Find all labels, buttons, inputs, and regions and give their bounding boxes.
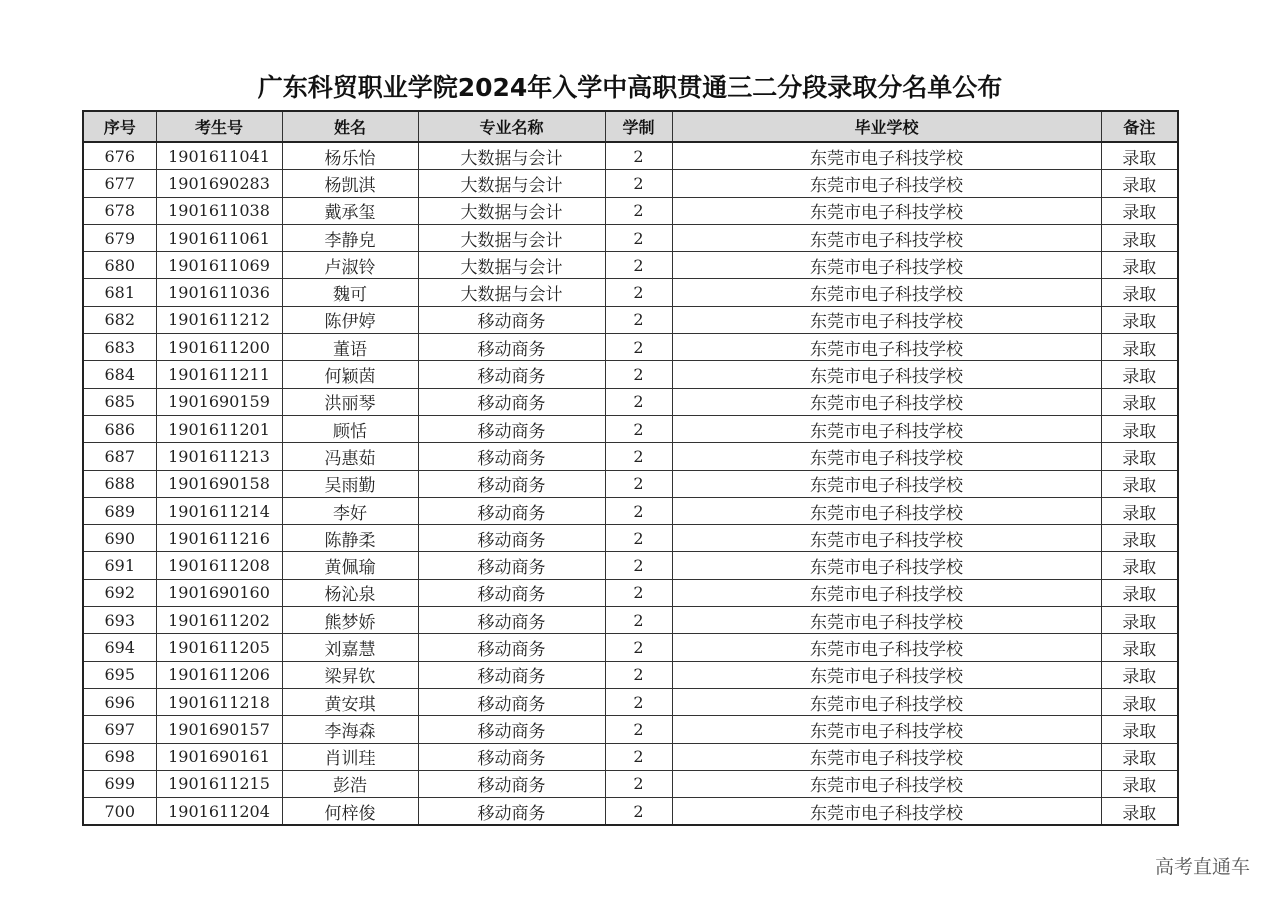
cell-name: 何梓俊 <box>282 798 418 826</box>
cell-index: 677 <box>83 170 156 197</box>
cell-duration: 2 <box>605 688 672 715</box>
header-exam-number: 考生号 <box>156 111 282 142</box>
cell-exam-number: 1901611038 <box>156 197 282 224</box>
table-row <box>83 142 1178 170</box>
cell-duration: 2 <box>605 142 672 170</box>
cell-exam-number: 1901611202 <box>156 607 282 634</box>
cell-school: 东莞市电子科技学校 <box>672 142 1101 170</box>
cell-remark: 录取 <box>1101 798 1178 826</box>
cell-remark: 录取 <box>1101 388 1178 415</box>
table-row <box>83 770 1178 797</box>
table-row <box>83 525 1178 552</box>
cell-exam-number: 1901611213 <box>156 443 282 470</box>
cell-major: 移动商务 <box>418 770 605 797</box>
cell-exam-number: 1901611212 <box>156 306 282 333</box>
cell-name: 杨沁泉 <box>282 579 418 606</box>
cell-school: 东莞市电子科技学校 <box>672 661 1101 688</box>
cell-name: 李静皃 <box>282 224 418 251</box>
cell-index: 695 <box>83 661 156 688</box>
cell-remark: 录取 <box>1101 525 1178 552</box>
cell-exam-number: 1901690161 <box>156 743 282 770</box>
cell-exam-number: 1901611218 <box>156 688 282 715</box>
cell-remark: 录取 <box>1101 415 1178 442</box>
cell-exam-number: 1901611206 <box>156 661 282 688</box>
cell-remark: 录取 <box>1101 142 1178 170</box>
cell-major: 移动商务 <box>418 415 605 442</box>
table-body <box>83 142 1178 825</box>
cell-exam-number: 1901611069 <box>156 252 282 279</box>
header-duration: 学制 <box>605 111 672 142</box>
cell-duration: 2 <box>605 306 672 333</box>
table-row <box>83 497 1178 524</box>
cell-name: 熊梦娇 <box>282 607 418 634</box>
cell-major: 大数据与会计 <box>418 279 605 306</box>
table-row <box>83 197 1178 224</box>
cell-remark: 录取 <box>1101 743 1178 770</box>
table-row <box>83 443 1178 470</box>
cell-name: 洪丽琴 <box>282 388 418 415</box>
cell-duration: 2 <box>605 388 672 415</box>
cell-name: 陈静柔 <box>282 525 418 552</box>
cell-school: 东莞市电子科技学校 <box>672 552 1101 579</box>
cell-major: 移动商务 <box>418 361 605 388</box>
cell-duration: 2 <box>605 497 672 524</box>
cell-name: 杨乐怡 <box>282 142 418 170</box>
cell-name: 彭浩 <box>282 770 418 797</box>
cell-duration: 2 <box>605 279 672 306</box>
cell-index: 687 <box>83 443 156 470</box>
cell-major: 移动商务 <box>418 798 605 826</box>
cell-duration: 2 <box>605 224 672 251</box>
cell-school: 东莞市电子科技学校 <box>672 306 1101 333</box>
table-row <box>83 224 1178 251</box>
table-row <box>83 661 1178 688</box>
cell-duration: 2 <box>605 607 672 634</box>
cell-name: 刘嘉慧 <box>282 634 418 661</box>
cell-exam-number: 1901690157 <box>156 716 282 743</box>
cell-index: 692 <box>83 579 156 606</box>
cell-school: 东莞市电子科技学校 <box>672 361 1101 388</box>
cell-name: 李好 <box>282 497 418 524</box>
table-row <box>83 334 1178 361</box>
cell-name: 李海森 <box>282 716 418 743</box>
cell-duration: 2 <box>605 525 672 552</box>
cell-remark: 录取 <box>1101 197 1178 224</box>
table-row <box>83 388 1178 415</box>
cell-school: 东莞市电子科技学校 <box>672 224 1101 251</box>
cell-index: 693 <box>83 607 156 634</box>
cell-duration: 2 <box>605 716 672 743</box>
cell-index: 694 <box>83 634 156 661</box>
cell-duration: 2 <box>605 334 672 361</box>
cell-school: 东莞市电子科技学校 <box>672 607 1101 634</box>
cell-exam-number: 1901611200 <box>156 334 282 361</box>
cell-major: 移动商务 <box>418 552 605 579</box>
cell-school: 东莞市电子科技学校 <box>672 634 1101 661</box>
cell-index: 681 <box>83 279 156 306</box>
cell-exam-number: 1901690160 <box>156 579 282 606</box>
cell-remark: 录取 <box>1101 252 1178 279</box>
table-row <box>83 688 1178 715</box>
cell-exam-number: 1901611204 <box>156 798 282 826</box>
table-row <box>83 552 1178 579</box>
cell-exam-number: 1901611214 <box>156 497 282 524</box>
cell-exam-number: 1901611036 <box>156 279 282 306</box>
cell-index: 700 <box>83 798 156 826</box>
cell-name: 戴承玺 <box>282 197 418 224</box>
cell-duration: 2 <box>605 552 672 579</box>
cell-exam-number: 1901611215 <box>156 770 282 797</box>
cell-major: 移动商务 <box>418 579 605 606</box>
cell-remark: 录取 <box>1101 306 1178 333</box>
cell-major: 移动商务 <box>418 688 605 715</box>
table-row <box>83 279 1178 306</box>
cell-name: 何颖茵 <box>282 361 418 388</box>
cell-school: 东莞市电子科技学校 <box>672 470 1101 497</box>
cell-major: 移动商务 <box>418 743 605 770</box>
cell-major: 大数据与会计 <box>418 197 605 224</box>
cell-name: 董语 <box>282 334 418 361</box>
cell-name: 黄安琪 <box>282 688 418 715</box>
cell-school: 东莞市电子科技学校 <box>672 770 1101 797</box>
cell-index: 685 <box>83 388 156 415</box>
cell-remark: 录取 <box>1101 224 1178 251</box>
table-row <box>83 415 1178 442</box>
cell-exam-number: 1901611201 <box>156 415 282 442</box>
cell-major: 移动商务 <box>418 525 605 552</box>
table-row <box>83 579 1178 606</box>
table-row <box>83 470 1178 497</box>
cell-major: 大数据与会计 <box>418 170 605 197</box>
table-row <box>83 170 1178 197</box>
cell-index: 679 <box>83 224 156 251</box>
cell-school: 东莞市电子科技学校 <box>672 688 1101 715</box>
cell-remark: 录取 <box>1101 688 1178 715</box>
cell-exam-number: 1901690158 <box>156 470 282 497</box>
cell-name: 魏可 <box>282 279 418 306</box>
cell-remark: 录取 <box>1101 470 1178 497</box>
cell-major: 移动商务 <box>418 634 605 661</box>
table-row <box>83 716 1178 743</box>
cell-index: 676 <box>83 142 156 170</box>
cell-index: 696 <box>83 688 156 715</box>
header-school: 毕业学校 <box>672 111 1101 142</box>
cell-duration: 2 <box>605 252 672 279</box>
header-index: 序号 <box>83 111 156 142</box>
cell-duration: 2 <box>605 770 672 797</box>
cell-index: 683 <box>83 334 156 361</box>
cell-school: 东莞市电子科技学校 <box>672 525 1101 552</box>
cell-name: 卢淑铃 <box>282 252 418 279</box>
cell-remark: 录取 <box>1101 334 1178 361</box>
cell-name: 吴雨勤 <box>282 470 418 497</box>
cell-major: 移动商务 <box>418 470 605 497</box>
document-title: 广东科贸职业学院2024年入学中高职贯通三二分段录取分名单公布 <box>257 73 1003 102</box>
cell-exam-number: 1901611205 <box>156 634 282 661</box>
table-row <box>83 306 1178 333</box>
cell-duration: 2 <box>605 634 672 661</box>
cell-duration: 2 <box>605 661 672 688</box>
table-row <box>83 798 1178 826</box>
cell-exam-number: 1901611211 <box>156 361 282 388</box>
cell-school: 东莞市电子科技学校 <box>672 497 1101 524</box>
cell-remark: 录取 <box>1101 361 1178 388</box>
cell-remark: 录取 <box>1101 279 1178 306</box>
cell-index: 697 <box>83 716 156 743</box>
cell-index: 686 <box>83 415 156 442</box>
cell-major: 移动商务 <box>418 497 605 524</box>
cell-school: 东莞市电子科技学校 <box>672 579 1101 606</box>
cell-major: 移动商务 <box>418 443 605 470</box>
cell-school: 东莞市电子科技学校 <box>672 415 1101 442</box>
cell-school: 东莞市电子科技学校 <box>672 252 1101 279</box>
cell-duration: 2 <box>605 443 672 470</box>
table-row <box>83 607 1178 634</box>
cell-major: 移动商务 <box>418 388 605 415</box>
cell-index: 688 <box>83 470 156 497</box>
cell-index: 680 <box>83 252 156 279</box>
cell-name: 肖训珪 <box>282 743 418 770</box>
cell-duration: 2 <box>605 170 672 197</box>
cell-duration: 2 <box>605 579 672 606</box>
table-header-row <box>83 111 1178 142</box>
cell-remark: 录取 <box>1101 170 1178 197</box>
cell-school: 东莞市电子科技学校 <box>672 197 1101 224</box>
cell-exam-number: 1901611208 <box>156 552 282 579</box>
cell-major: 移动商务 <box>418 334 605 361</box>
cell-exam-number: 1901690159 <box>156 388 282 415</box>
cell-index: 699 <box>83 770 156 797</box>
cell-remark: 录取 <box>1101 716 1178 743</box>
table-row <box>83 361 1178 388</box>
cell-remark: 录取 <box>1101 634 1178 661</box>
cell-index: 684 <box>83 361 156 388</box>
cell-duration: 2 <box>605 197 672 224</box>
cell-name: 陈伊婷 <box>282 306 418 333</box>
cell-exam-number: 1901611061 <box>156 224 282 251</box>
cell-school: 东莞市电子科技学校 <box>672 334 1101 361</box>
cell-exam-number: 1901690283 <box>156 170 282 197</box>
cell-name: 黄佩瑜 <box>282 552 418 579</box>
cell-school: 东莞市电子科技学校 <box>672 443 1101 470</box>
cell-major: 移动商务 <box>418 716 605 743</box>
table-row <box>83 634 1178 661</box>
cell-name: 梁昇钦 <box>282 661 418 688</box>
cell-index: 678 <box>83 197 156 224</box>
cell-school: 东莞市电子科技学校 <box>672 798 1101 826</box>
cell-remark: 录取 <box>1101 443 1178 470</box>
cell-index: 690 <box>83 525 156 552</box>
cell-name: 杨凯淇 <box>282 170 418 197</box>
header-major: 专业名称 <box>418 111 605 142</box>
cell-name: 顾恬 <box>282 415 418 442</box>
cell-remark: 录取 <box>1101 770 1178 797</box>
cell-remark: 录取 <box>1101 552 1178 579</box>
cell-school: 东莞市电子科技学校 <box>672 170 1101 197</box>
cell-remark: 录取 <box>1101 607 1178 634</box>
cell-index: 691 <box>83 552 156 579</box>
cell-duration: 2 <box>605 743 672 770</box>
table-row <box>83 743 1178 770</box>
header-remark: 备注 <box>1101 111 1178 142</box>
cell-index: 698 <box>83 743 156 770</box>
cell-duration: 2 <box>605 415 672 442</box>
admission-table <box>82 110 1179 826</box>
table-row <box>83 252 1178 279</box>
cell-duration: 2 <box>605 361 672 388</box>
cell-duration: 2 <box>605 470 672 497</box>
cell-exam-number: 1901611041 <box>156 142 282 170</box>
cell-school: 东莞市电子科技学校 <box>672 716 1101 743</box>
watermark-text: 高考直通车 <box>1154 856 1250 878</box>
cell-remark: 录取 <box>1101 661 1178 688</box>
cell-school: 东莞市电子科技学校 <box>672 279 1101 306</box>
header-name: 姓名 <box>282 111 418 142</box>
cell-school: 东莞市电子科技学校 <box>672 743 1101 770</box>
cell-school: 东莞市电子科技学校 <box>672 388 1101 415</box>
cell-index: 689 <box>83 497 156 524</box>
cell-major: 移动商务 <box>418 306 605 333</box>
cell-remark: 录取 <box>1101 579 1178 606</box>
cell-duration: 2 <box>605 798 672 826</box>
cell-major: 大数据与会计 <box>418 252 605 279</box>
cell-remark: 录取 <box>1101 497 1178 524</box>
cell-major: 大数据与会计 <box>418 224 605 251</box>
cell-name: 冯惠茹 <box>282 443 418 470</box>
cell-major: 移动商务 <box>418 661 605 688</box>
cell-major: 移动商务 <box>418 607 605 634</box>
cell-exam-number: 1901611216 <box>156 525 282 552</box>
cell-index: 682 <box>83 306 156 333</box>
cell-major: 大数据与会计 <box>418 142 605 170</box>
